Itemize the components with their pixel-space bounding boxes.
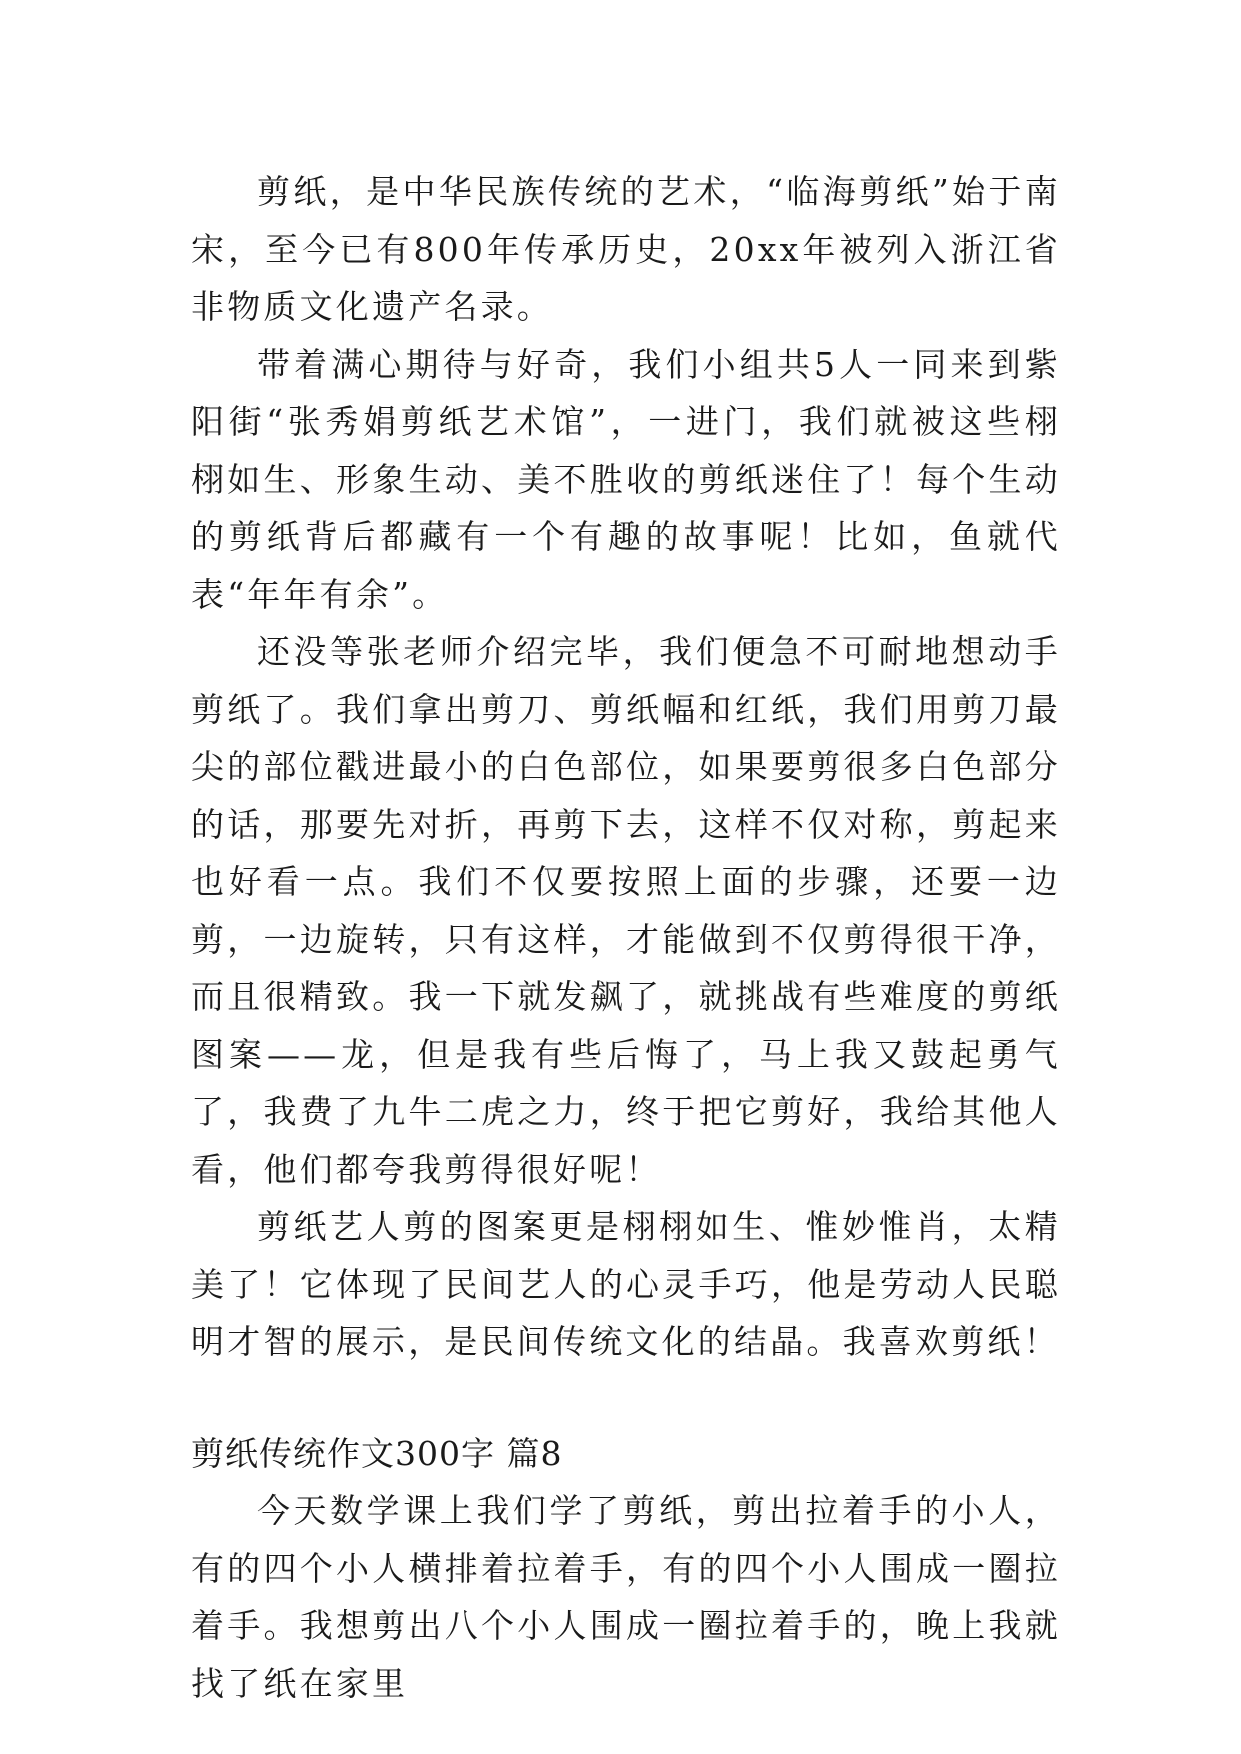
paragraph: 带着满心期待与好奇，我们小组共5人一同来到紫阳街“张秀娟剪纸艺术馆”，一进门，我们就被这些栩栩如生、形象生动、美不胜收的剪纸迷住了！每个生动的剪纸背后都藏有一个有趣的故事呢！比如，鱼就代表“年年有余”。 xyxy=(191,344,1061,614)
paragraph: 今天数学课上我们学了剪纸，剪出拉着手的小人，有的四个小人横排着拉着手，有的四个小人围成一圈拉着手。我想剪出八个小人围成一圈拉着手的，晚上我就找了纸在家里 xyxy=(191,1491,1061,1703)
section-heading: 剪纸传统作文300字 篇8 xyxy=(191,1433,563,1473)
paragraph: 还没等张老师介绍完毕，我们便急不可耐地想动手剪纸了。我们拿出剪刀、剪纸幅和红纸，我们用剪刀最尖的部位戳进最小的白色部位，如果要剪很多白色部分的话，那要先对折，再剪下去，这样不仅对称，剪起来也好看一点。我们不仅要按照上面的步骤，还要一边剪，一边旋转，只有这样，才能做到不仅剪得很干净，而且很精致。我一下就发飙了，就挑战有些难度的剪纸图案——龙，但是我有些后悔了，马上我又鼓起勇气了，我费了九牛二虎之力，终于把它剪好，我给其他人看，他们都夸我剪得很好呢！ xyxy=(191,632,1061,1189)
paragraph: 剪纸，是中华民族传统的艺术，“临海剪纸”始于南宋，至今已有800年传承历史，20xx年被列入浙江省非物质文化遗产名录。 xyxy=(191,172,1061,326)
document-body xyxy=(191,163,1061,1712)
paragraph: 剪纸艺人剪的图案更是栩栩如生、惟妙惟肖，太精美了！它体现了民间艺人的心灵手巧，他是劳动人民聪明才智的展示，是民间传统文化的结晶。我喜欢剪纸！ xyxy=(191,1207,1061,1361)
